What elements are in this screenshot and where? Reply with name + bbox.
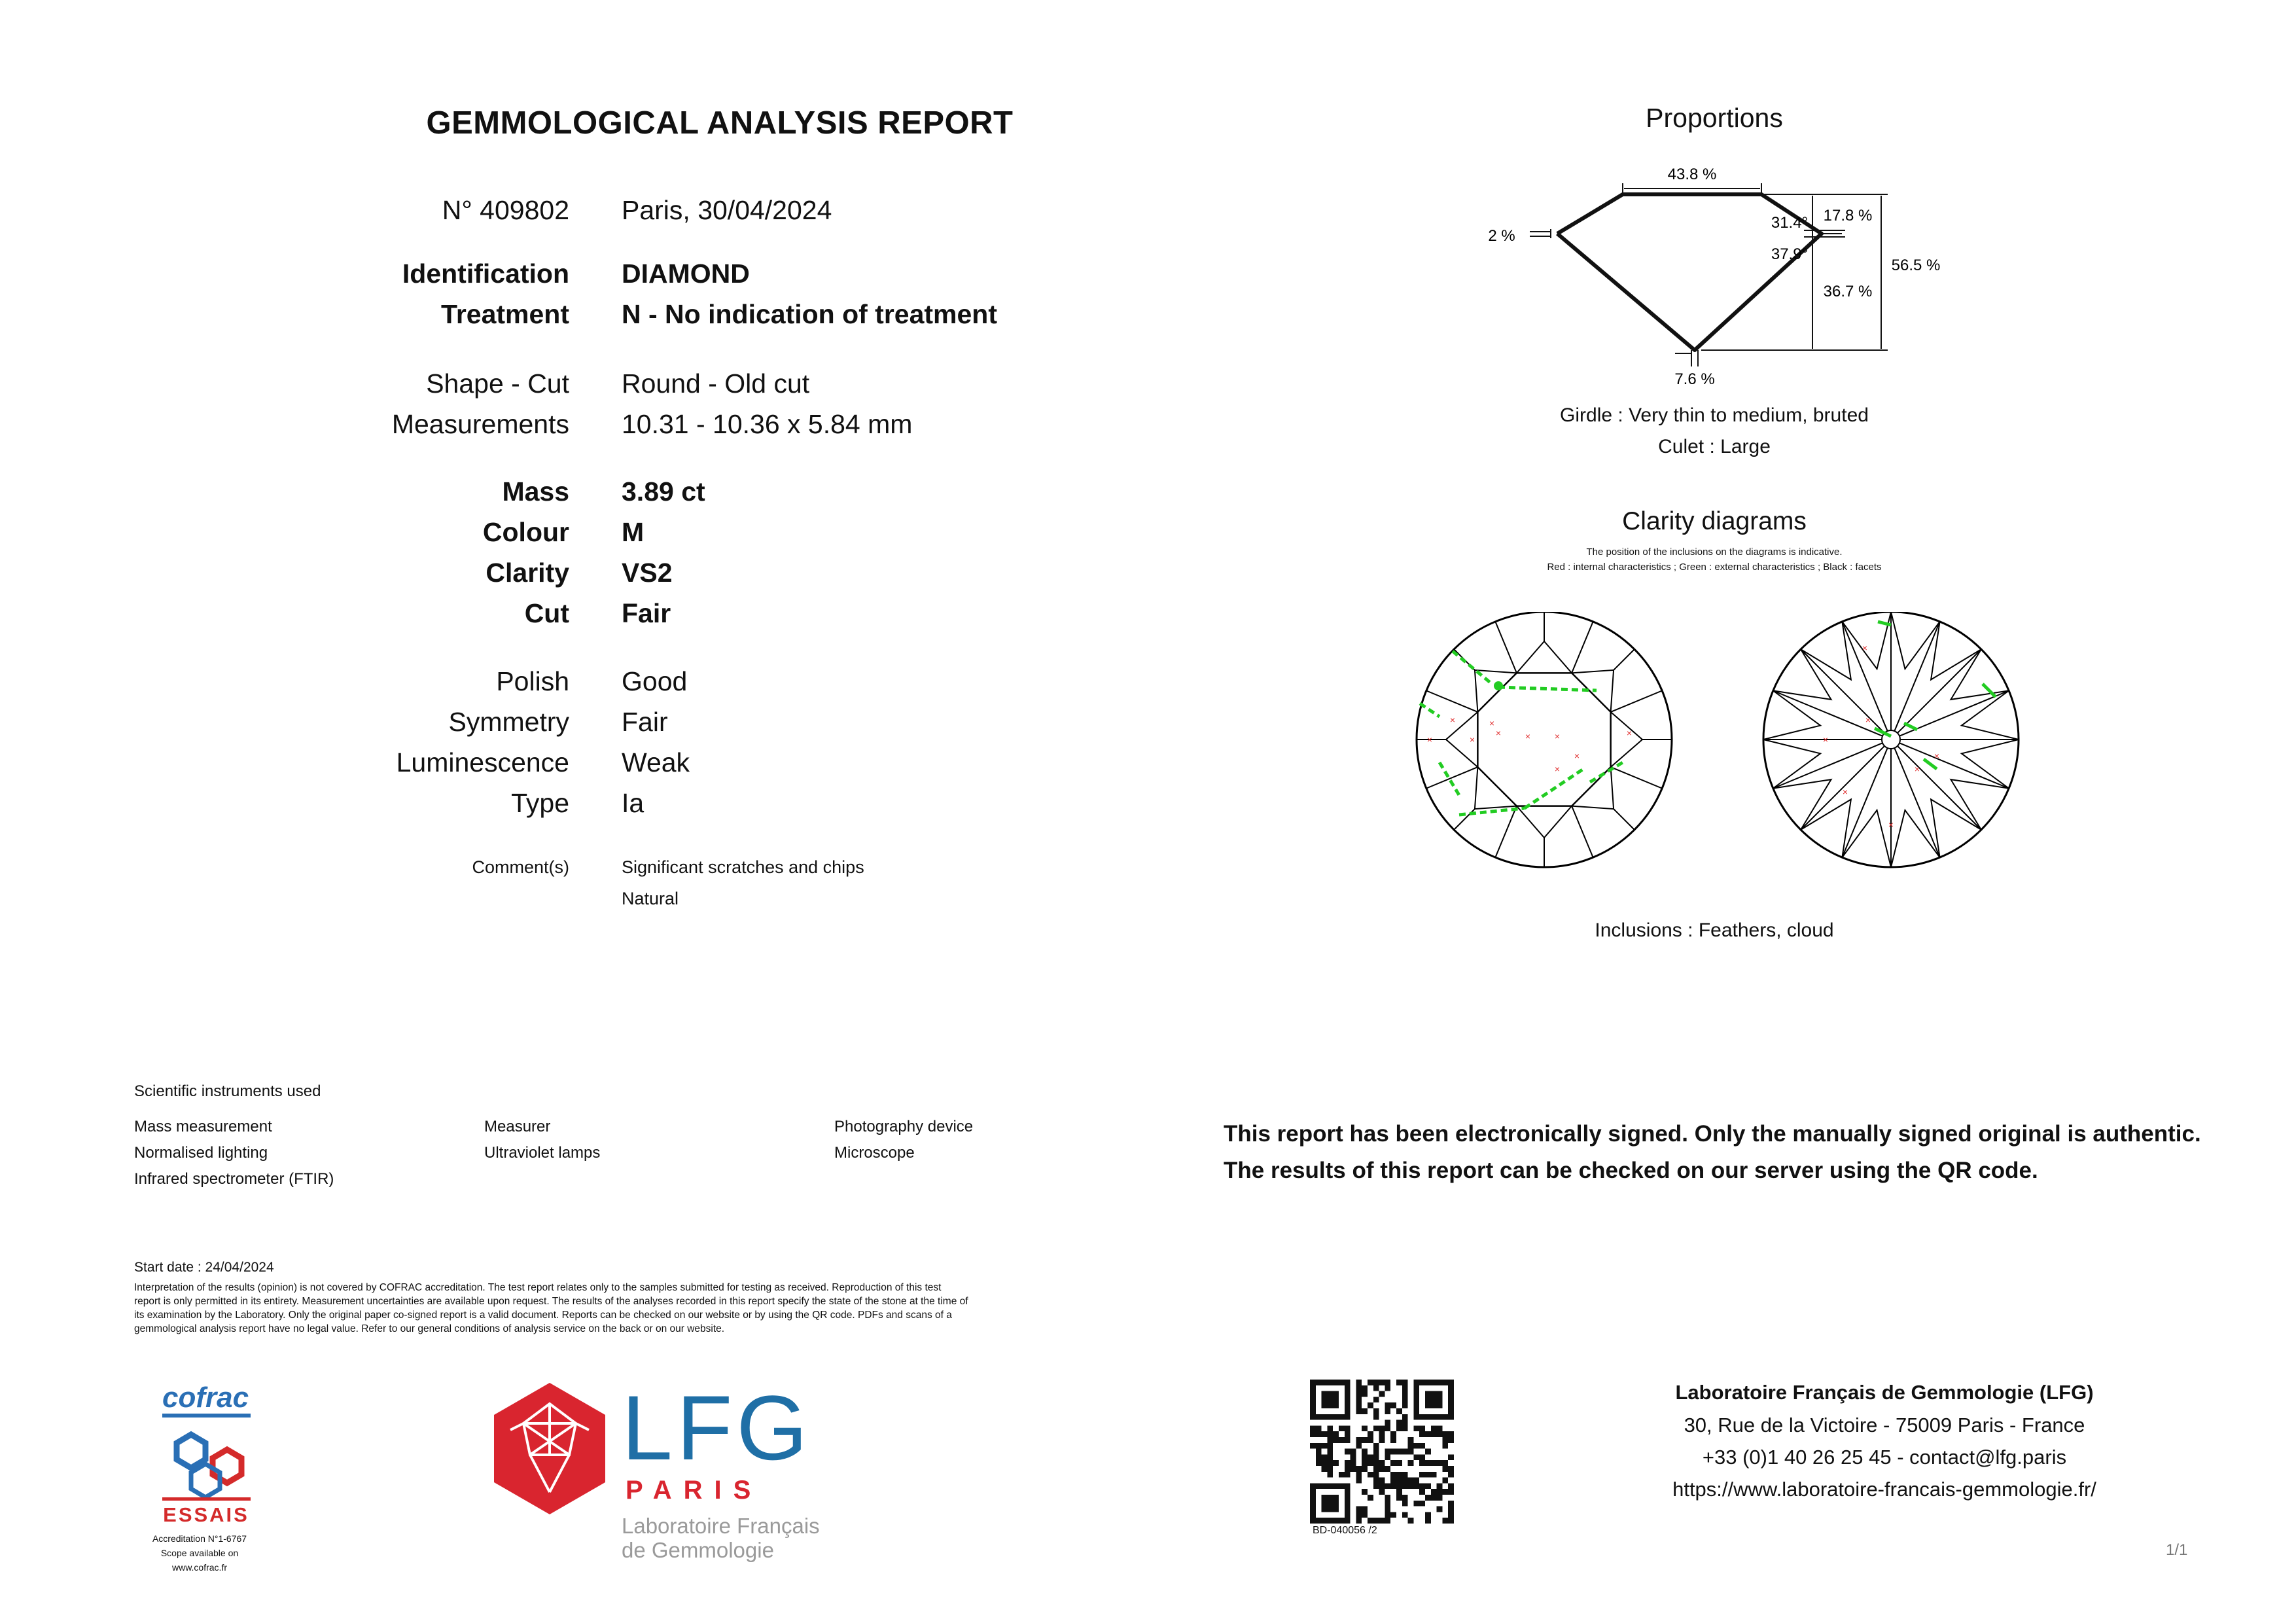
disclaimer-line: gemmological analysis report have no legal value. Refer to our general conditions of analysis service on the back or on our website. — [134, 1323, 725, 1334]
main-facet-edge — [1611, 690, 1663, 712]
cofrac-essais: ESSAIS — [163, 1503, 249, 1526]
internal-mark: × — [1469, 734, 1475, 745]
field-value: DIAMOND — [622, 259, 750, 289]
qr-reference: BD-040056 /2 — [1313, 1525, 1377, 1536]
pavilion-angle: 37.9° — [1771, 245, 1809, 263]
star-facet — [1475, 767, 1517, 809]
field-label: Symmetry — [448, 707, 569, 737]
internal-mark: × — [1842, 787, 1848, 797]
internal-mark: × — [1525, 731, 1531, 741]
field-value: Weak — [622, 747, 690, 777]
internal-mark: × — [1449, 715, 1456, 725]
field-label: Luminescence — [396, 747, 569, 777]
report-title: GEMMOLOGICAL ANALYSIS REPORT — [426, 105, 1014, 141]
field-label: Treatment — [441, 299, 569, 329]
internal-mark: × — [1574, 751, 1580, 761]
cofrac-logo — [150, 1381, 262, 1575]
cofrac-accreditation: Accreditation N°1-6767 — [152, 1533, 247, 1544]
field-value: Ia — [622, 788, 645, 818]
main-facet-edge — [1495, 806, 1517, 858]
field-label: Measurements — [391, 409, 569, 439]
pavilion-main-edge — [1773, 743, 1882, 788]
internal-mark: × — [1914, 764, 1920, 774]
external-mark — [1494, 681, 1503, 690]
disclaimer — [134, 1281, 1155, 1336]
cofrac-scope: Scope available on — [160, 1548, 239, 1558]
cofrac-brand: cofrac — [162, 1382, 249, 1414]
disclaimer-line: report is only permitted in its entirety. Measurement uncertainties are available upon request. The results of the analyses recorded in this report specify the state of the stone at the time of — [134, 1296, 968, 1307]
lab-website-link[interactable]: https://www.laboratoire-francais-gemmologie.fr/ — [1672, 1478, 2096, 1501]
lfg-logo — [484, 1378, 851, 1567]
field-value: M — [622, 517, 645, 547]
field-label: Type — [511, 788, 569, 818]
lab-contact[interactable]: +33 (0)1 40 26 25 45 - contact@lfg.paris — [1702, 1446, 2067, 1469]
instrument-item: Infrared spectrometer (FTIR) — [134, 1170, 334, 1188]
star-facet — [1475, 670, 1517, 712]
field-value: 10.31 - 10.36 x 5.84 mm — [622, 409, 913, 439]
field-value: N - No indication of treatment — [622, 299, 997, 329]
internal-mark: × — [1822, 734, 1829, 745]
field-value: Fair — [622, 707, 668, 737]
qr-code[interactable] — [1310, 1380, 1454, 1524]
instrument-item: Photography device — [834, 1118, 974, 1135]
internal-mark: × — [1554, 731, 1561, 741]
pavilion-main-edge — [1773, 690, 1882, 736]
star-facet — [1517, 806, 1572, 838]
report-number: N° 409802 — [442, 195, 569, 225]
crown-angle: 31.4° — [1771, 214, 1809, 232]
external-mark — [1904, 723, 1917, 730]
internal-mark: × — [1934, 751, 1940, 761]
pavilion-main-edge — [1842, 748, 1887, 857]
main-facet-edge — [1572, 622, 1593, 673]
comment-line: Natural — [622, 889, 679, 908]
field-label: Cut — [524, 598, 569, 628]
pavilion-depth: 36.7 % — [1823, 283, 1873, 300]
external-mark — [1498, 687, 1597, 690]
instrument-item: Mass measurement — [134, 1118, 272, 1135]
lab-name: Laboratoire Français de Gemmologie (LFG) — [1675, 1381, 2094, 1404]
instruments-title: Scientific instruments used — [134, 1082, 321, 1100]
field-label: Mass — [502, 476, 569, 507]
lfg-city: PARIS — [626, 1476, 763, 1505]
comment-line: Significant scratches and chips — [622, 857, 864, 877]
main-facet-edge — [1572, 806, 1593, 858]
crown-height: 17.8 % — [1823, 207, 1873, 224]
internal-mark: × — [1865, 715, 1871, 725]
lfg-hexagon-icon — [484, 1378, 615, 1522]
culet-text: Culet : Large — [1658, 436, 1771, 457]
instrument-item: Measurer — [484, 1118, 551, 1135]
field-label: Identification — [402, 259, 569, 289]
comments-label: Comment(s) — [472, 857, 569, 877]
start-date: Start date : 24/04/2024 — [134, 1260, 274, 1275]
cofrac-emblem — [150, 1381, 262, 1528]
instrument-item: Ultraviolet lamps — [484, 1144, 601, 1162]
field-label: Colour — [482, 517, 569, 547]
girdle-facet-edge — [1614, 649, 1634, 670]
internal-mark: × — [1554, 764, 1561, 774]
cofrac-url: www.cofrac.fr — [171, 1562, 227, 1573]
signature-note: This report has been electronically signed. Only the manually signed original is authentic. — [1224, 1121, 2201, 1147]
main-facet-edge — [1495, 622, 1517, 673]
external-mark — [1453, 651, 1492, 684]
clarity-title: Clarity diagrams — [1622, 507, 1807, 535]
proportions-diagram — [1453, 151, 1963, 399]
external-mark — [1420, 704, 1439, 717]
inclusions-text: Inclusions : Feathers, cloud — [1595, 919, 1834, 941]
internal-mark: × — [1626, 728, 1633, 738]
girdle-pct: 2 % — [1488, 227, 1515, 245]
total-depth: 56.5 % — [1891, 257, 1941, 274]
internal-mark: × — [1862, 643, 1868, 653]
disclaimer-line: its examination by the Laboratory. Only the original paper co-signed report is a valid document. Reports can be checked on our website or by using the QR code. PDFs and scans of a — [134, 1310, 952, 1321]
internal-mark: × — [1888, 819, 1894, 830]
page-number: 1/1 — [2166, 1541, 2188, 1559]
field-label: Polish — [496, 666, 569, 696]
lfg-subtitle-1: Laboratoire Français — [622, 1514, 820, 1538]
report-place-date: Paris, 30/04/2024 — [622, 195, 832, 225]
field-value: 3.89 ct — [622, 476, 705, 507]
disclaimer-line: Interpretation of the results (opinion) is not covered by COFRAC accreditation. The test report relates only to the samples submitted for testing as received. Reproduction of this test — [134, 1282, 942, 1293]
internal-mark: × — [1495, 728, 1502, 738]
internal-mark: × — [1426, 734, 1433, 745]
star-facet — [1517, 641, 1572, 673]
star-facet — [1611, 712, 1642, 767]
pavilion-view-diagram — [1763, 612, 2019, 867]
instrument-item: Normalised lighting — [134, 1144, 268, 1162]
lab-address: 30, Rue de la Victoire - 75009 Paris - France — [1684, 1414, 2085, 1436]
table-pct: 43.8 % — [1667, 166, 1717, 183]
instrument-item: Microscope — [834, 1144, 915, 1162]
internal-mark: × — [1489, 718, 1495, 728]
pavilion-main-edge — [1894, 622, 1939, 731]
culet-pct: 7.6 % — [1674, 370, 1715, 388]
main-facet-edge — [1611, 767, 1663, 789]
clarity-diagrams — [1394, 612, 2035, 887]
clarity-legend: Red : internal characteristics ; Green : external characteristics ; Black : facets — [1547, 562, 1882, 573]
field-value: Good — [622, 666, 688, 696]
table-facet — [1477, 673, 1610, 806]
lfg-wordmark: LFG — [622, 1376, 812, 1479]
clarity-note: The position of the inclusions on the diagrams is indicative. — [1586, 546, 1843, 558]
field-value: Fair — [622, 598, 671, 628]
girdle-text: Girdle : Very thin to medium, bruted — [1560, 404, 1869, 426]
field-value: VS2 — [622, 558, 673, 588]
field-label: Clarity — [486, 558, 569, 588]
field-value: Round - Old cut — [622, 368, 810, 399]
lfg-subtitle-2: de Gemmologie — [622, 1538, 774, 1562]
field-label: Shape - Cut — [426, 368, 569, 399]
crown-view-diagram — [1417, 612, 1672, 867]
qr-check-note: The results of this report can be checked on our server using the QR code. — [1224, 1158, 2038, 1183]
main-facet-edge — [1426, 690, 1478, 712]
proportions-title: Proportions — [1646, 103, 1783, 133]
girdle-facet-edge — [1614, 809, 1634, 830]
